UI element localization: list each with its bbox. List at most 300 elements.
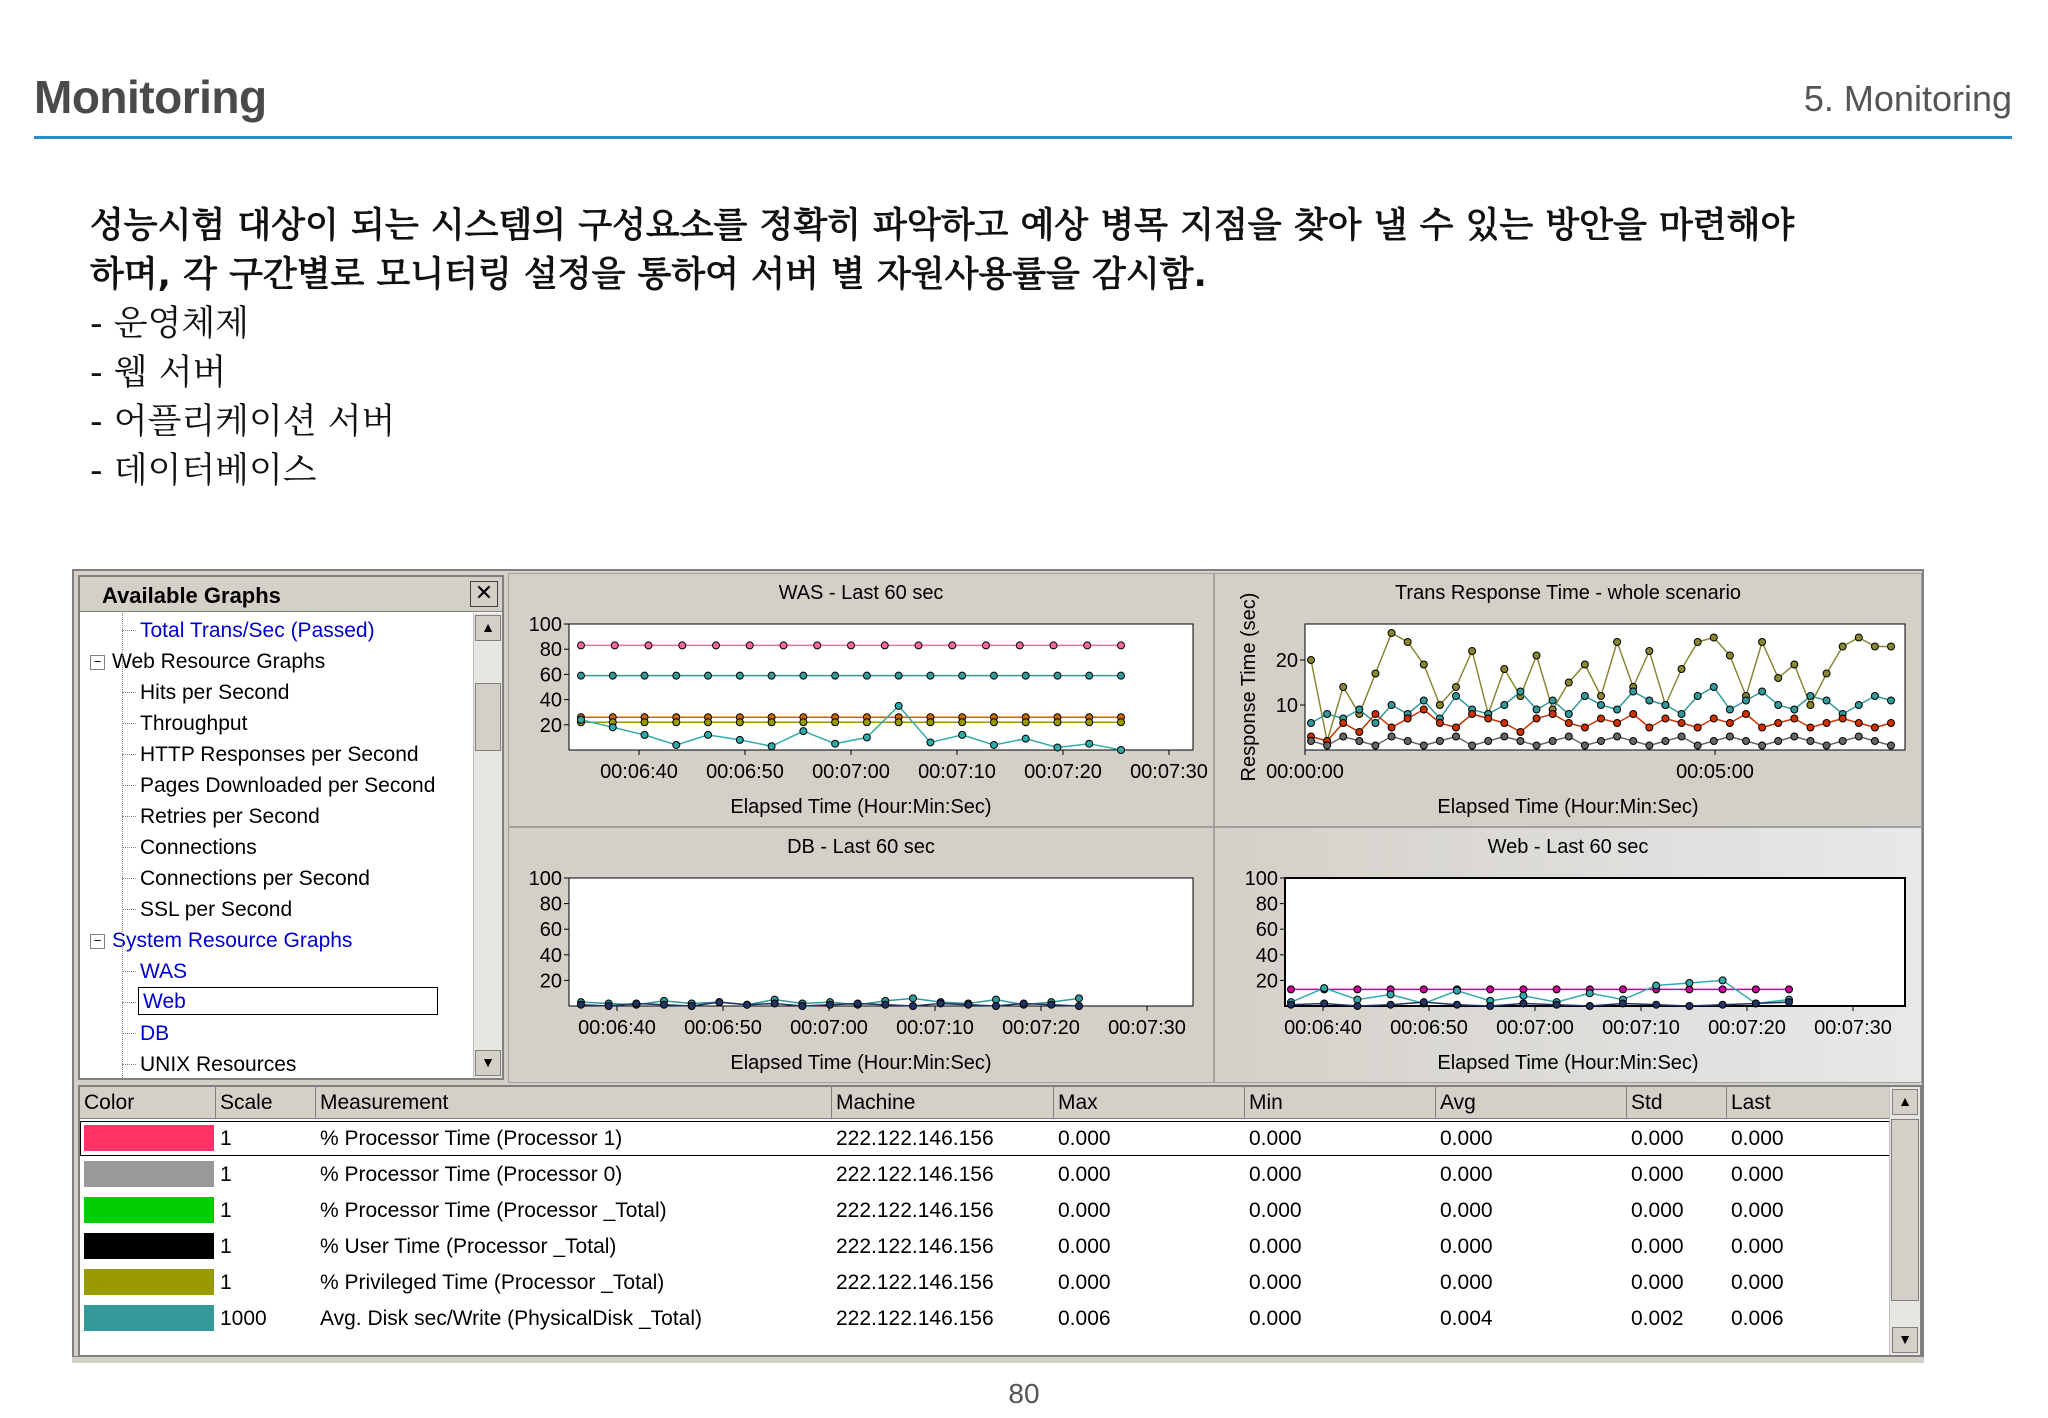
data-point [661, 1001, 668, 1008]
data-point [1752, 986, 1759, 993]
cell-std: 0.002 [1631, 1307, 1684, 1330]
data-point [1086, 740, 1093, 747]
data-point [1340, 684, 1347, 691]
data-point [1388, 630, 1395, 637]
graph-title: Web - Last 60 sec [1487, 836, 1649, 858]
data-point [1022, 672, 1029, 679]
y-tick-label: 80 [539, 893, 562, 916]
data-point [1324, 711, 1331, 718]
color-swatch[interactable] [84, 1269, 214, 1295]
cell-last: 0.000 [1731, 1271, 1784, 1294]
lead-line-2: 하며, 각 구간별로 모니터링 설정을 통하여 서버 별 자원사용률을 감시함. [90, 255, 1207, 295]
data-point [863, 672, 870, 679]
data-point [1823, 742, 1830, 749]
data-point [1694, 693, 1701, 700]
column-header-min[interactable]: Min [1245, 1087, 1436, 1119]
cell-max: 0.000 [1058, 1199, 1111, 1222]
data-point [1646, 648, 1653, 655]
data-point [1340, 733, 1347, 740]
data-point [1553, 1001, 1560, 1008]
table-row[interactable] [80, 1157, 1890, 1192]
table-row[interactable] [80, 1193, 1890, 1228]
data-point [1372, 670, 1379, 677]
x-tick-label: 00:07:00 [812, 761, 890, 783]
cell-measurement: Avg. Disk sec/Write (PhysicalDisk _Total) [320, 1307, 702, 1330]
column-header-avg[interactable]: Avg [1436, 1087, 1627, 1119]
data-point [673, 741, 680, 748]
tree-connector [122, 1064, 136, 1065]
cell-last: 0.000 [1731, 1235, 1784, 1258]
data-point [1308, 657, 1315, 664]
data-point [1726, 733, 1733, 740]
chart-canvas [509, 574, 1213, 826]
data-point [1533, 652, 1540, 659]
measurement-table [78, 1085, 1922, 1357]
data-point [1694, 742, 1701, 749]
y-tick-label: 80 [539, 639, 562, 662]
color-swatch[interactable] [84, 1233, 214, 1259]
data-point [1581, 661, 1588, 668]
collapse-icon[interactable]: − [90, 655, 105, 670]
y-tick-label: 40 [1255, 944, 1278, 967]
data-point [1775, 738, 1782, 745]
cell-measurement: % Processor Time (Processor 1) [320, 1127, 623, 1150]
tree-connector [122, 754, 136, 755]
data-point [1501, 666, 1508, 673]
data-point [1598, 693, 1605, 700]
table-row[interactable] [80, 1265, 1890, 1300]
data-point [1888, 697, 1895, 704]
data-point [1118, 719, 1125, 726]
x-tick-label: 00:06:50 [706, 761, 784, 783]
data-point [1565, 733, 1572, 740]
x-tick-label: 00:07:00 [1496, 1017, 1574, 1039]
data-point [1533, 706, 1540, 713]
tree-scrollbar[interactable] [473, 613, 502, 1078]
horizontal-scrollbar[interactable] [72, 1356, 1924, 1363]
data-point [1823, 670, 1830, 677]
data-point [1646, 724, 1653, 731]
data-point [1372, 742, 1379, 749]
cell-std: 0.000 [1631, 1199, 1684, 1222]
data-point [736, 672, 743, 679]
data-point [716, 999, 723, 1006]
data-point [1084, 642, 1091, 649]
data-point [1308, 720, 1315, 727]
x-axis-label: Elapsed Time (Hour:Min:Sec) [730, 796, 992, 818]
data-point [1549, 711, 1556, 718]
tree-item[interactable]: Connections [140, 836, 257, 859]
cell-scale: 1 [220, 1235, 232, 1258]
color-swatch[interactable] [84, 1161, 214, 1187]
data-point [1048, 1001, 1055, 1008]
data-point [1775, 720, 1782, 727]
table-scrollbar[interactable] [1889, 1087, 1920, 1355]
tree-connector [122, 1033, 136, 1034]
data-point [1054, 719, 1061, 726]
tree-item[interactable]: Pages Downloaded per Second [140, 774, 436, 797]
data-point [1487, 986, 1494, 993]
data-point [863, 734, 870, 741]
x-axis-label: Elapsed Time (Hour:Min:Sec) [1437, 1052, 1699, 1074]
data-point [1807, 693, 1814, 700]
data-point [1533, 742, 1540, 749]
data-point [1855, 720, 1862, 727]
data-point [1775, 702, 1782, 709]
data-point [927, 672, 934, 679]
data-point [1678, 666, 1685, 673]
graph-title: Trans Response Time - whole scenario [1394, 582, 1742, 604]
data-point [1752, 1000, 1759, 1007]
data-point [1485, 738, 1492, 745]
column-header-measurement[interactable]: Measurement [316, 1087, 832, 1119]
data-point [1501, 733, 1508, 740]
column-header-scale[interactable]: Scale [216, 1087, 316, 1119]
data-point [1520, 992, 1527, 999]
data-point [1871, 643, 1878, 650]
data-point [1387, 991, 1394, 998]
cell-measurement: % Processor Time (Processor 0) [320, 1163, 623, 1186]
tree-item[interactable]: Throughput [140, 712, 248, 735]
data-point [1759, 639, 1766, 646]
data-point [990, 741, 997, 748]
data-point [605, 1003, 612, 1010]
cell-min: 0.000 [1249, 1127, 1302, 1150]
column-header-std[interactable]: Std [1627, 1087, 1727, 1119]
data-point [768, 719, 775, 726]
data-point [1308, 738, 1315, 745]
table-row[interactable] [80, 1229, 1890, 1264]
graph-db[interactable] [508, 827, 1214, 1083]
data-point [1321, 985, 1328, 992]
cell-scale: 1 [220, 1127, 232, 1150]
data-point [1620, 1000, 1627, 1007]
y-tick-label: 60 [539, 919, 562, 942]
data-point [673, 672, 680, 679]
data-point [1598, 715, 1605, 722]
data-point [1710, 715, 1717, 722]
tree-item[interactable]: System Resource Graphs [112, 929, 353, 952]
data-point [780, 642, 787, 649]
data-point [1520, 1000, 1527, 1007]
data-point [959, 731, 966, 738]
column-header-machine[interactable]: Machine [832, 1087, 1054, 1119]
column-header-color[interactable]: Color [80, 1087, 216, 1119]
data-point [1630, 738, 1637, 745]
cell-machine: 222.122.146.156 [836, 1127, 994, 1150]
data-point [1517, 688, 1524, 695]
y-tick-label: 60 [539, 664, 562, 687]
data-point [1054, 672, 1061, 679]
data-point [1453, 733, 1460, 740]
data-point [688, 1003, 695, 1010]
chart-canvas [509, 828, 1213, 1082]
tree-connector [122, 909, 136, 910]
data-point [679, 642, 686, 649]
cell-scale: 1 [220, 1199, 232, 1222]
data-point [609, 672, 616, 679]
cell-min: 0.000 [1249, 1307, 1302, 1330]
tree-item[interactable]: UNIX Resources [140, 1053, 297, 1076]
data-point [1791, 715, 1798, 722]
data-point [1388, 724, 1395, 731]
cell-avg: 0.004 [1440, 1307, 1493, 1330]
data-point [1372, 711, 1379, 718]
data-point [1118, 642, 1125, 649]
data-point [1614, 733, 1621, 740]
data-point [1823, 720, 1830, 727]
data-point [1501, 702, 1508, 709]
tree-item[interactable]: HTTP Responses per Second [140, 743, 419, 766]
data-point [1517, 738, 1524, 745]
y-tick-label: 20 [1275, 650, 1298, 672]
data-point [1791, 733, 1798, 740]
data-point [641, 719, 648, 726]
tree-connector [122, 613, 123, 1078]
tree-item[interactable]: Retries per Second [140, 805, 320, 828]
tree-connector [122, 847, 136, 848]
data-point [1614, 706, 1621, 713]
data-point [1630, 688, 1637, 695]
data-point [1469, 648, 1476, 655]
data-point [1022, 719, 1029, 726]
chart-canvas [1215, 574, 1921, 826]
data-point [1807, 738, 1814, 745]
data-point [611, 642, 618, 649]
data-point [1791, 661, 1798, 668]
y-tick-label: 100 [1244, 868, 1278, 890]
data-point [1807, 724, 1814, 731]
data-point [927, 719, 934, 726]
data-point [1614, 639, 1621, 646]
data-point [1517, 729, 1524, 736]
table-header [80, 1087, 1890, 1119]
x-tick-label: 00:00:00 [1266, 761, 1344, 783]
data-point [609, 724, 616, 731]
data-point [1614, 720, 1621, 727]
data-point [949, 642, 956, 649]
graph-title: WAS - Last 60 sec [778, 582, 944, 604]
x-tick-label: 00:07:20 [1002, 1017, 1080, 1039]
data-point [915, 642, 922, 649]
y-tick-label: 100 [528, 868, 562, 890]
data-point [800, 672, 807, 679]
data-point [799, 1003, 806, 1010]
data-point [1581, 742, 1588, 749]
x-tick-label: 00:07:20 [1708, 1017, 1786, 1039]
data-point [895, 702, 902, 709]
cell-measurement: % User Time (Processor _Total) [320, 1235, 617, 1258]
data-point [959, 672, 966, 679]
collapse-icon[interactable]: − [90, 934, 105, 949]
y-tick-label: 40 [539, 944, 562, 967]
tree-item[interactable]: DB [140, 1022, 170, 1045]
data-point [1743, 697, 1750, 704]
data-point [910, 995, 917, 1002]
tree-connector [122, 816, 136, 817]
tree-connector [122, 1002, 136, 1003]
column-header-last[interactable]: Last [1727, 1087, 1890, 1119]
cell-avg: 0.000 [1440, 1271, 1493, 1294]
data-point [965, 1001, 972, 1008]
color-swatch[interactable] [84, 1197, 214, 1223]
graph-trans-response-time[interactable] [1214, 573, 1922, 827]
data-point [959, 719, 966, 726]
data-point [1549, 738, 1556, 745]
data-point [1855, 733, 1862, 740]
cell-max: 0.006 [1058, 1307, 1111, 1330]
scroll-up-icon[interactable]: ▲ [475, 615, 501, 641]
data-point [1565, 711, 1572, 718]
data-point [1372, 720, 1379, 727]
data-point [1743, 738, 1750, 745]
data-point [1020, 1000, 1027, 1007]
data-point [1823, 697, 1830, 704]
data-point [1565, 679, 1572, 686]
cell-machine: 222.122.146.156 [836, 1307, 994, 1330]
x-tick-label: 00:06:40 [1284, 1017, 1362, 1039]
cell-std: 0.000 [1631, 1127, 1684, 1150]
data-point [1710, 684, 1717, 691]
color-swatch[interactable] [84, 1125, 214, 1151]
cell-max: 0.000 [1058, 1271, 1111, 1294]
data-point [1420, 999, 1427, 1006]
scroll-thumb[interactable] [1891, 1119, 1919, 1301]
data-point [832, 672, 839, 679]
scroll-thumb[interactable] [475, 683, 501, 751]
y-tick-label: 20 [539, 714, 562, 737]
x-tick-label: 00:07:10 [896, 1017, 974, 1039]
cell-avg: 0.000 [1440, 1235, 1493, 1258]
cell-min: 0.000 [1249, 1235, 1302, 1258]
data-point [1759, 724, 1766, 731]
data-point [705, 719, 712, 726]
data-point [1533, 715, 1540, 722]
body-text [90, 202, 1970, 496]
data-point [1678, 720, 1685, 727]
data-point [1454, 987, 1461, 994]
data-point [827, 1001, 834, 1008]
tree-item[interactable]: Web [138, 987, 438, 1015]
data-point [578, 1001, 585, 1008]
data-point [578, 716, 585, 723]
tree-item[interactable]: WAS [140, 960, 188, 983]
data-point [1118, 747, 1125, 754]
cell-std: 0.000 [1631, 1235, 1684, 1258]
data-point [1356, 738, 1363, 745]
data-point [1871, 693, 1878, 700]
tree-item[interactable]: Web Resource Graphs [112, 650, 326, 673]
data-point [744, 1001, 751, 1008]
data-point [993, 1003, 1000, 1010]
data-point [771, 1000, 778, 1007]
data-point [1678, 733, 1685, 740]
data-point [1646, 742, 1653, 749]
data-point [1050, 642, 1057, 649]
graph-was[interactable] [508, 573, 1214, 827]
x-tick-label: 00:07:30 [1130, 761, 1208, 783]
color-swatch[interactable] [84, 1305, 214, 1331]
data-point [1387, 1001, 1394, 1008]
table-row[interactable] [80, 1301, 1890, 1336]
data-point [736, 719, 743, 726]
x-axis-label: Elapsed Time (Hour:Min:Sec) [730, 1052, 992, 1074]
y-tick-label: 60 [1255, 919, 1278, 942]
slide-title: Monitoring [34, 71, 267, 123]
cell-avg: 0.000 [1440, 1163, 1493, 1186]
column-header-max[interactable]: Max [1054, 1087, 1245, 1119]
x-tick-label: 00:06:40 [600, 761, 678, 783]
tree-header-title: Available Graphs [102, 583, 281, 608]
cell-avg: 0.000 [1440, 1127, 1493, 1150]
data-point [1485, 715, 1492, 722]
data-point [1436, 702, 1443, 709]
scroll-down-icon[interactable]: ▼ [1892, 1327, 1918, 1353]
data-point [1354, 986, 1361, 993]
bullet-item: - 웹 서버 [90, 353, 227, 393]
page-number: 80 [1008, 1378, 1040, 1409]
data-point [578, 672, 585, 679]
bullet-item: - 운영체제 [90, 304, 249, 344]
y-axis-label: Response Time (sec) [1238, 592, 1260, 782]
cell-last: 0.000 [1731, 1127, 1784, 1150]
data-point [1549, 697, 1556, 704]
data-point [1565, 720, 1572, 727]
scroll-down-icon[interactable]: ▼ [475, 1050, 501, 1076]
tree-connector [122, 971, 136, 972]
table-row[interactable] [80, 1121, 1890, 1156]
data-point [1686, 979, 1693, 986]
tree-connector [122, 785, 136, 786]
data-point [1586, 1003, 1593, 1010]
x-tick-label: 00:07:10 [1602, 1017, 1680, 1039]
x-tick-label: 00:07:20 [1024, 761, 1102, 783]
data-point [1726, 706, 1733, 713]
tree-item[interactable]: SSL per Second [140, 898, 293, 921]
cell-std: 0.000 [1631, 1163, 1684, 1186]
tree-connector [122, 723, 136, 724]
data-point [1759, 742, 1766, 749]
y-tick-label: 100 [528, 614, 562, 636]
cell-std: 0.000 [1631, 1271, 1684, 1294]
x-tick-label: 00:06:40 [578, 1017, 656, 1039]
data-point [1581, 693, 1588, 700]
data-point [895, 672, 902, 679]
plot-area [1285, 878, 1905, 1006]
data-point [1054, 744, 1061, 751]
data-point [927, 739, 934, 746]
tree-item[interactable]: Hits per Second [140, 681, 290, 704]
tree-item[interactable]: Total Trans/Sec (Passed) [140, 619, 375, 642]
close-icon[interactable]: ✕ [470, 581, 498, 607]
data-point [1678, 711, 1685, 718]
cell-last: 0.006 [1731, 1307, 1784, 1330]
graph-web[interactable] [1214, 827, 1922, 1083]
data-point [1719, 1001, 1726, 1008]
data-point [1719, 977, 1726, 984]
data-point [990, 719, 997, 726]
data-point [1719, 986, 1726, 993]
x-tick-label: 00:06:50 [1390, 1017, 1468, 1039]
data-point [1453, 724, 1460, 731]
data-point [645, 642, 652, 649]
loadrunner-analysis-window [72, 569, 1924, 1359]
tree-item[interactable]: Connections per Second [140, 867, 370, 890]
cell-last: 0.000 [1731, 1199, 1784, 1222]
data-point [983, 642, 990, 649]
data-point [854, 1000, 861, 1007]
scroll-up-icon[interactable]: ▲ [1892, 1089, 1918, 1115]
